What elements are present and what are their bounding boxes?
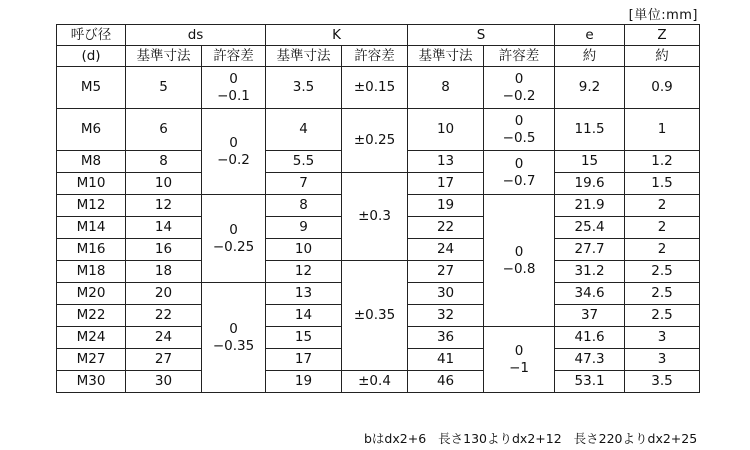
footnote <box>364 429 705 447</box>
cell-k-tolerance: ±0.35 <box>342 261 408 371</box>
cell-s: 41 <box>408 349 484 371</box>
cell-k: 12 <box>266 261 342 283</box>
cell-s: 19 <box>408 195 484 217</box>
cell-d: M22 <box>57 305 126 327</box>
cell-ds: 10 <box>126 173 202 195</box>
cell-s: 10 <box>408 109 484 151</box>
header-z-approx: 約 <box>625 46 700 67</box>
cell-k-tolerance: ±0.25 <box>342 109 408 173</box>
cell-z: 2 <box>625 217 700 239</box>
footnote-b-length: bはdx2+6 <box>364 431 427 446</box>
cell-z: 2 <box>625 239 700 261</box>
header-s-basic: 基準寸法 <box>408 46 484 67</box>
cell-e: 41.6 <box>555 327 625 349</box>
cell-e: 34.6 <box>555 283 625 305</box>
cell-ds: 20 <box>126 283 202 305</box>
cell-d: M27 <box>57 349 126 371</box>
unit-note: [単位:mm] <box>628 8 698 23</box>
cell-ds: 5 <box>126 67 202 109</box>
header-nominal-sub: (d) <box>57 46 126 67</box>
cell-s: 8 <box>408 67 484 109</box>
header-k-basic: 基準寸法 <box>266 46 342 67</box>
header-row-2 <box>57 46 700 67</box>
cell-d: M16 <box>57 239 126 261</box>
cell-z: 3.5 <box>625 371 700 393</box>
cell-s-tolerance: 0 −1 <box>484 327 555 393</box>
cell-k: 3.5 <box>266 67 342 109</box>
cell-s: 24 <box>408 239 484 261</box>
cell-k: 7 <box>266 173 342 195</box>
cell-s: 27 <box>408 261 484 283</box>
cell-s: 22 <box>408 217 484 239</box>
header-row-1 <box>57 25 700 46</box>
cell-d: M24 <box>57 327 126 349</box>
cell-z: 1 <box>625 109 700 151</box>
cell-ds-tolerance: 0 −0.25 <box>202 195 266 283</box>
cell-z: 0.9 <box>625 67 700 109</box>
cell-s: 36 <box>408 327 484 349</box>
cell-k: 15 <box>266 327 342 349</box>
header-k-tolerance: 許容差 <box>342 46 408 67</box>
cell-k: 8 <box>266 195 342 217</box>
table-row <box>57 371 700 393</box>
cell-k: 14 <box>266 305 342 327</box>
cell-z: 1.2 <box>625 151 700 173</box>
table-row <box>57 173 700 195</box>
cell-s: 32 <box>408 305 484 327</box>
cell-s-tolerance: 0 −0.2 <box>484 67 555 109</box>
cell-d: M8 <box>57 151 126 173</box>
cell-ds: 30 <box>126 371 202 393</box>
cell-k: 9 <box>266 217 342 239</box>
cell-ds-tolerance: 0 −0.2 <box>202 109 266 195</box>
cell-z: 2 <box>625 195 700 217</box>
cell-z: 2.5 <box>625 261 700 283</box>
cell-e: 37 <box>555 305 625 327</box>
cell-s-tolerance: 0 −0.8 <box>484 195 555 327</box>
cell-s-tolerance: 0 −0.5 <box>484 109 555 151</box>
cell-e: 27.7 <box>555 239 625 261</box>
cell-z: 3 <box>625 327 700 349</box>
cell-k-tolerance: ±0.3 <box>342 173 408 261</box>
cell-e: 47.3 <box>555 349 625 371</box>
cell-z: 2.5 <box>625 305 700 327</box>
cell-s: 13 <box>408 151 484 173</box>
cell-ds: 14 <box>126 217 202 239</box>
cell-e: 9.2 <box>555 67 625 109</box>
cell-ds: 27 <box>126 349 202 371</box>
cell-e: 15 <box>555 151 625 173</box>
header-s: S <box>408 25 555 46</box>
header-ds: ds <box>126 25 266 46</box>
cell-ds-tolerance: 0 −0.35 <box>202 283 266 393</box>
cell-k: 19 <box>266 371 342 393</box>
cell-ds: 12 <box>126 195 202 217</box>
header-ds-basic: 基準寸法 <box>126 46 202 67</box>
footnote-length-130: 長さ130よりdx2+12 <box>438 431 562 446</box>
cell-ds: 16 <box>126 239 202 261</box>
cell-z: 2.5 <box>625 283 700 305</box>
table-row <box>57 109 700 151</box>
cell-d: M10 <box>57 173 126 195</box>
cell-s-tolerance: 0 −0.7 <box>484 151 555 195</box>
cell-k: 13 <box>266 283 342 305</box>
cell-e: 25.4 <box>555 217 625 239</box>
cell-e: 21.9 <box>555 195 625 217</box>
header-e: e <box>555 25 625 46</box>
cell-k: 10 <box>266 239 342 261</box>
cell-d: M30 <box>57 371 126 393</box>
cell-k: 5.5 <box>266 151 342 173</box>
table-row <box>57 261 700 283</box>
footnote-length-220: 長さ220よりdx2+25 <box>573 431 698 446</box>
cell-s: 17 <box>408 173 484 195</box>
header-ds-tolerance: 許容差 <box>202 46 266 67</box>
table-row <box>57 67 700 109</box>
cell-k-tolerance: ±0.4 <box>342 371 408 393</box>
cell-ds: 6 <box>126 109 202 151</box>
cell-ds: 18 <box>126 261 202 283</box>
cell-d: M18 <box>57 261 126 283</box>
header-k: K <box>266 25 408 46</box>
dimension-table <box>56 24 700 393</box>
header-s-tolerance: 許容差 <box>484 46 555 67</box>
header-nominal: 呼び径 <box>57 25 126 46</box>
header-e-approx: 約 <box>555 46 625 67</box>
cell-z: 1.5 <box>625 173 700 195</box>
cell-e: 53.1 <box>555 371 625 393</box>
cell-k: 17 <box>266 349 342 371</box>
cell-e: 31.2 <box>555 261 625 283</box>
cell-s: 46 <box>408 371 484 393</box>
header-z: Z <box>625 25 700 46</box>
cell-e: 11.5 <box>555 109 625 151</box>
cell-k-tolerance: ±0.15 <box>342 67 408 109</box>
cell-ds: 22 <box>126 305 202 327</box>
cell-z: 3 <box>625 349 700 371</box>
cell-d: M14 <box>57 217 126 239</box>
cell-d: M6 <box>57 109 126 151</box>
cell-d: M5 <box>57 67 126 109</box>
cell-s: 30 <box>408 283 484 305</box>
cell-ds: 24 <box>126 327 202 349</box>
cell-d: M12 <box>57 195 126 217</box>
cell-k: 4 <box>266 109 342 151</box>
cell-e: 19.6 <box>555 173 625 195</box>
cell-d: M20 <box>57 283 126 305</box>
cell-ds-tolerance: 0 −0.1 <box>202 67 266 109</box>
cell-ds: 8 <box>126 151 202 173</box>
